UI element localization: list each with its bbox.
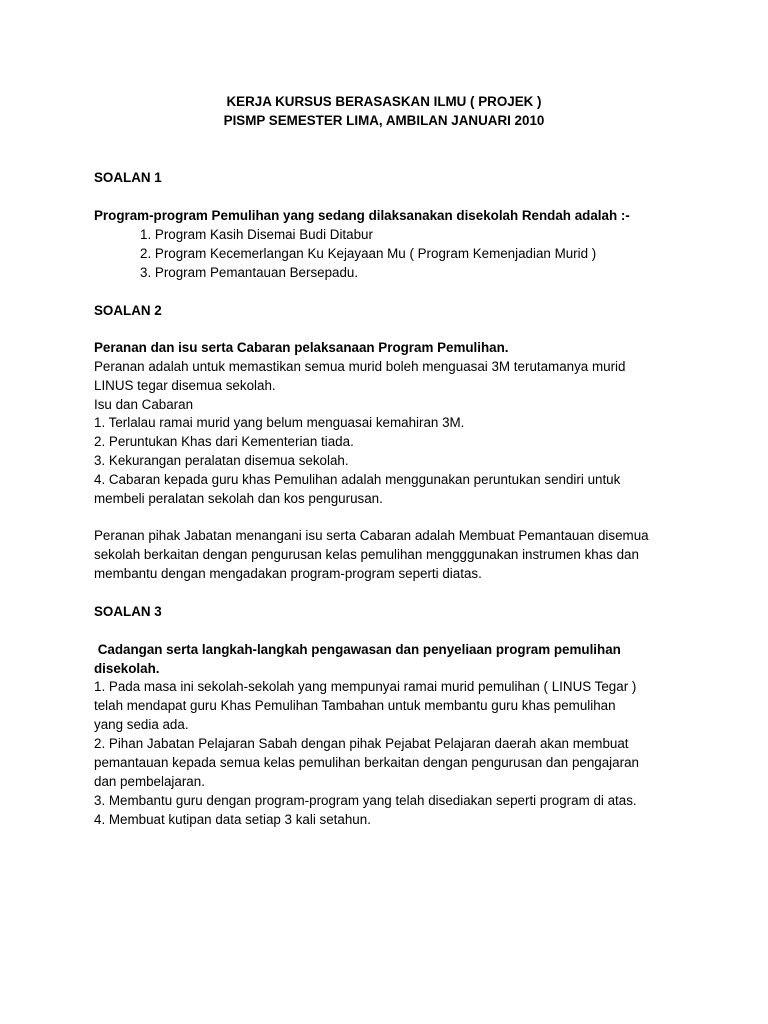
soalan3-item: 3. Membantu guru dengan program-program yang telah disediakan seperti program di atas. [94, 793, 637, 808]
soalan2-item: 4. Cabaran kepada guru khas Pemulihan adalah menggunakan peruntukan sendiri untuk [94, 472, 621, 487]
soalan2-question: Peranan dan isu serta Cabaran pelaksanaan Program Pemulihan. [94, 340, 509, 355]
soalan2-paragraph-line: LINUS tegar disemua sekolah. [94, 378, 276, 393]
soalan3-item: 1. Pada masa ini sekolah-sekolah yang mempunyai ramai murid pemulihan ( LINUS Tegar ) [94, 679, 637, 694]
soalan2-isu-heading: Isu dan Cabaran [94, 397, 194, 412]
soalan3-item: dan pembelajaran. [94, 774, 205, 789]
soalan2-paragraph-line: membantu dengan mengadakan program-program seperti diatas. [94, 566, 482, 581]
soalan2-item: 1. Terlalau ramai murid yang belum menguasai kemahiran 3M. [94, 415, 465, 430]
soalan2-item: membeli peralatan sekolah dan kos pengurusan. [94, 491, 383, 506]
soalan3-heading: SOALAN 3 [94, 604, 162, 619]
soalan3-item: yang sedia ada. [94, 717, 189, 732]
soalan1-item: 3. Program Pemantauan Bersepadu. [140, 265, 359, 280]
soalan1-item: 2. Program Kecemerlangan Ku Kejayaan Mu ( Program Kemenjadian Murid ) [140, 246, 597, 261]
soalan2-paragraph-line: Peranan adalah untuk memastikan semua murid boleh menguasai 3M terutamanya murid [94, 359, 626, 374]
soalan2-paragraph-line: Peranan pihak Jabatan menangani isu serta Cabaran adalah Membuat Pemantauan disemua [94, 528, 649, 543]
soalan2-item: 3. Kekurangan peralatan disemua sekolah. [94, 453, 349, 468]
soalan2-heading: SOALAN 2 [94, 303, 162, 318]
soalan2-paragraph-line: sekolah berkaitan dengan pengurusan kelas pemulihan mengggunakan instrumen khas dan [94, 547, 639, 562]
soalan1-question: Program-program Pemulihan yang sedang dilaksanakan disekolah Rendah adalah :- [94, 208, 630, 223]
soalan3-item: 2. Pihan Jabatan Pelajaran Sabah dengan pihak Pejabat Pelajaran daerah akan membuat [94, 736, 629, 751]
soalan3-item: telah mendapat guru Khas Pemulihan Tambahan untuk membantu guru khas pemulihan [94, 698, 616, 713]
document-title: KERJA KURSUS BERASASKAN ILMU ( PROJEK ) [226, 94, 542, 109]
soalan3-question: Cadangan serta langkah-langkah pengawasan dan penyeliaan program pemulihan [94, 642, 621, 657]
document-subtitle: PISMP SEMESTER LIMA, AMBILAN JANUARI 2010 [223, 113, 545, 128]
soalan3-item: pemantauan kepada semua kelas pemulihan berkaitan dengan pengurusan dan pengajaran [94, 755, 639, 770]
soalan3-item: 4. Membuat kutipan data setiap 3 kali setahun. [94, 812, 371, 827]
soalan2-item: 2. Peruntukan Khas dari Kementerian tiada. [94, 434, 354, 449]
soalan1-item: 1. Program Kasih Disemai Budi Ditabur [140, 227, 373, 242]
soalan1-heading: SOALAN 1 [94, 170, 162, 185]
soalan3-question: disekolah. [94, 661, 160, 676]
